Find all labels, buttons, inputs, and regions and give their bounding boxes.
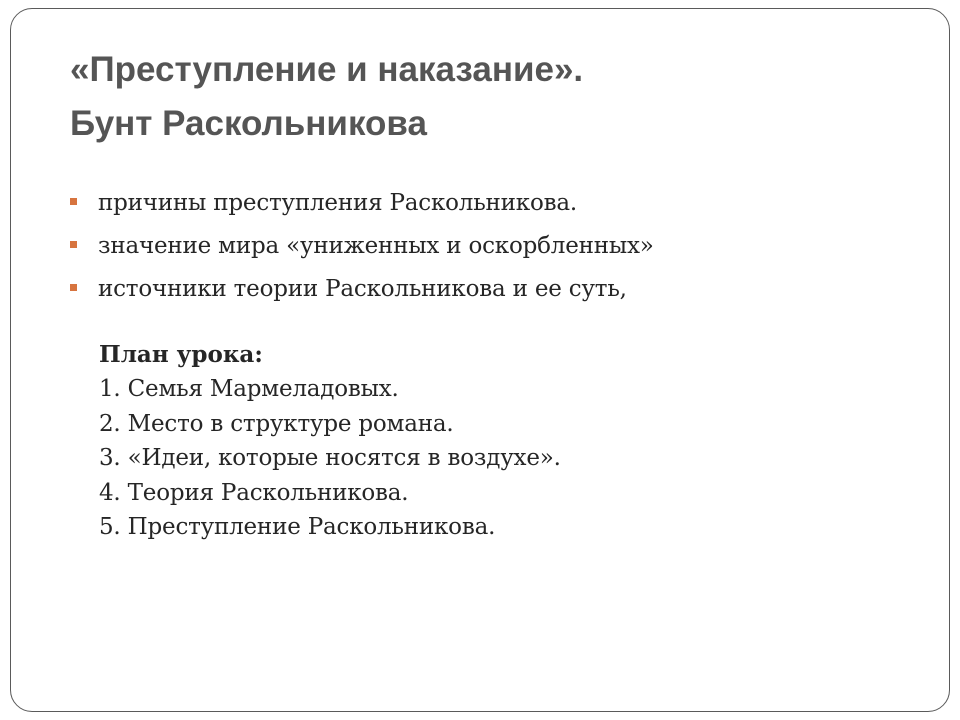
plan-heading: План урока: [99, 341, 263, 368]
plan-item: 1. Семья Мармеладовых. [99, 376, 399, 402]
slide-title [70, 43, 583, 151]
square-bullet-icon [70, 284, 77, 291]
list-item [70, 181, 654, 224]
list-item [70, 224, 654, 267]
plan-list [99, 372, 561, 545]
plan-item: 3. «Идеи, которые носятся в воздухе». [99, 445, 561, 471]
slide-frame [10, 8, 950, 712]
plan-item: 2. Место в структуре романа. [99, 410, 454, 437]
title-line-1: «Преступление и наказание». [70, 50, 584, 89]
title-line-2: Бунт Раскольникова [70, 104, 427, 143]
bullet-text: источники теории Раскольникова и ее суть, [98, 275, 627, 302]
bullet-text: причины преступления Раскольникова. [98, 189, 577, 216]
lesson-plan [99, 338, 561, 545]
bullet-text: значение мира «униженных и оскорбленных» [98, 232, 654, 259]
plan-item: 5. Преступление Раскольникова. [99, 514, 496, 540]
square-bullet-icon [70, 241, 77, 248]
list-item [70, 267, 654, 310]
bullet-list [70, 181, 654, 310]
plan-item: 4. Теория Раскольникова. [99, 479, 409, 506]
square-bullet-icon [70, 198, 77, 205]
